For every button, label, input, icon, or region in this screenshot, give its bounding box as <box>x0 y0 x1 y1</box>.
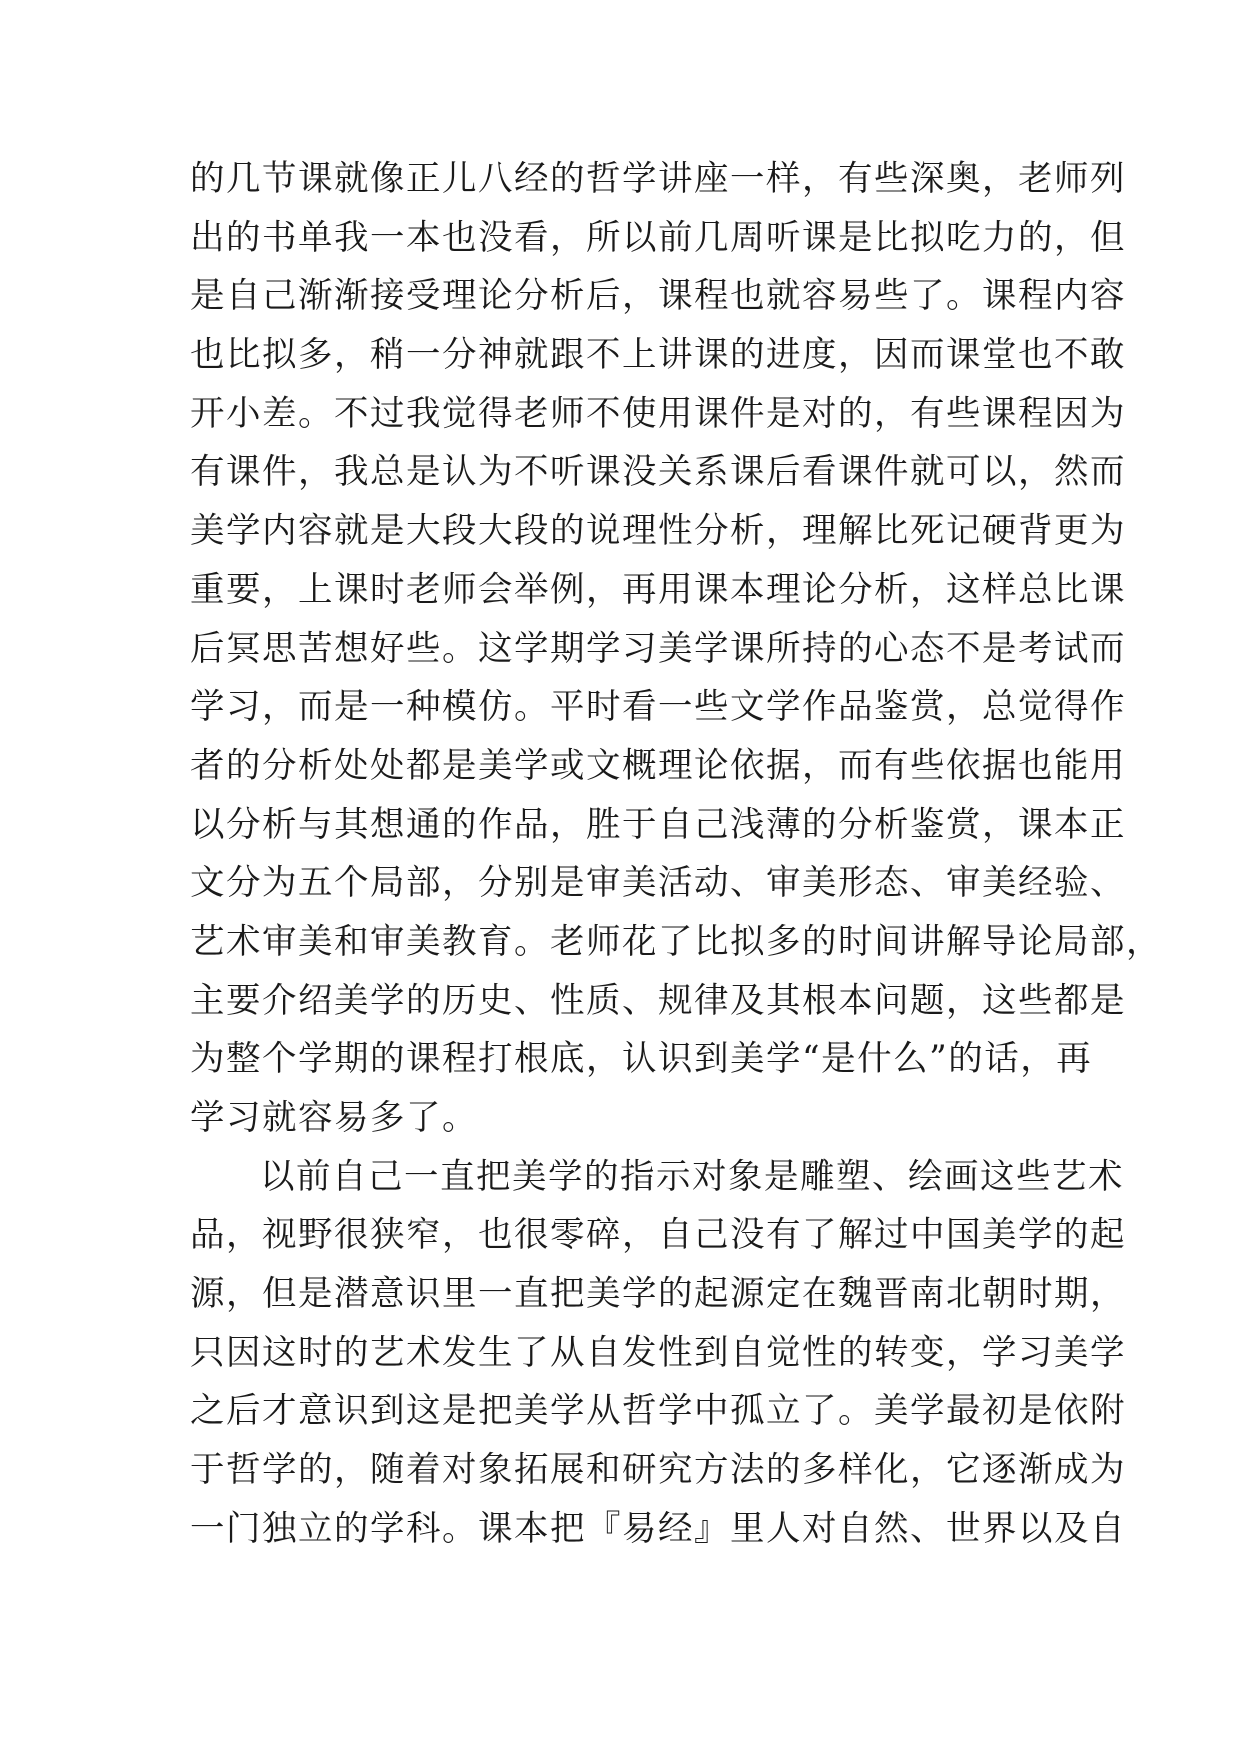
text-line: 以前自己一直把美学的指示对象是雕塑、绘画这些艺术 <box>260 1156 1124 1197</box>
text-line: 重要，上课时老师会举例，再用课本理论分析，这样总比课 <box>190 569 1126 610</box>
text-line: 以分析与其想通的作品，胜于自己浅薄的分析鉴赏，课本正 <box>190 804 1126 845</box>
text-line: 之后才意识到这是把美学从哲学中孤立了。美学最初是依附 <box>190 1391 1126 1432</box>
text-line: 的几节课就像正儿八经的哲学讲座一样，有些深奥，老师列 <box>190 159 1126 199</box>
paragraph-2 <box>190 1148 1126 1559</box>
text-line: 后冥思苦想好些。这学期学习美学课所持的心态不是考试而 <box>190 628 1126 669</box>
text-line: 品，视野很狭窄，也很零碎，自己没有了解过中国美学的起 <box>190 1215 1126 1256</box>
text-line: 主要介绍美学的历史、性质、规律及其根本问题，这些都是 <box>190 980 1126 1021</box>
paragraph-1 <box>190 150 1162 1148</box>
text-line: 学习就容易多了。 <box>190 1098 478 1138</box>
text-line: 者的分析处处都是美学或文概理论依据，而有些依据也能用 <box>190 745 1126 786</box>
text-line: 美学内容就是大段大段的说理性分析，理解比死记硬背更为 <box>190 511 1126 552</box>
body-text <box>190 150 1162 1559</box>
text-line: 于哲学的，随着对象拓展和研究方法的多样化，它逐渐成为 <box>190 1450 1126 1491</box>
text-line: 开小差。不过我觉得老师不使用课件是对的，有些课程因为 <box>190 393 1126 434</box>
text-line: 为整个学期的课程打根底，认识到美学“是什么”的话，再 <box>190 1039 1093 1080</box>
text-line: 文分为五个局部，分别是审美活动、审美形态、审美经验、 <box>190 863 1126 904</box>
text-line: 也比拟多，稍一分神就跟不上讲课的进度，因而课堂也不敢 <box>190 335 1126 376</box>
text-line: 只因这时的艺术发生了从自发性到自觉性的转变，学习美学 <box>190 1332 1126 1373</box>
text-line: 一门独立的学科。课本把『易经』里人对自然、世界以及自 <box>190 1508 1126 1549</box>
text-line: 出的书单我一本也没看，所以前几周听课是比拟吃力的，但 <box>190 217 1126 258</box>
text-line: 有课件，我总是认为不听课没关系课后看课件就可以，然而 <box>190 452 1126 493</box>
text-line: 源，但是潜意识里一直把美学的起源定在魏晋南北朝时期， <box>190 1274 1126 1315</box>
text-line: 学习，而是一种模仿。平时看一些文学作品鉴赏，总觉得作 <box>190 687 1126 728</box>
text-line: 艺术审美和审美教育。老师花了比拟多的时间讲解导论局部， <box>190 921 1162 962</box>
text-line: 是自己渐渐接受理论分析后，课程也就容易些了。课程内容 <box>190 276 1126 317</box>
